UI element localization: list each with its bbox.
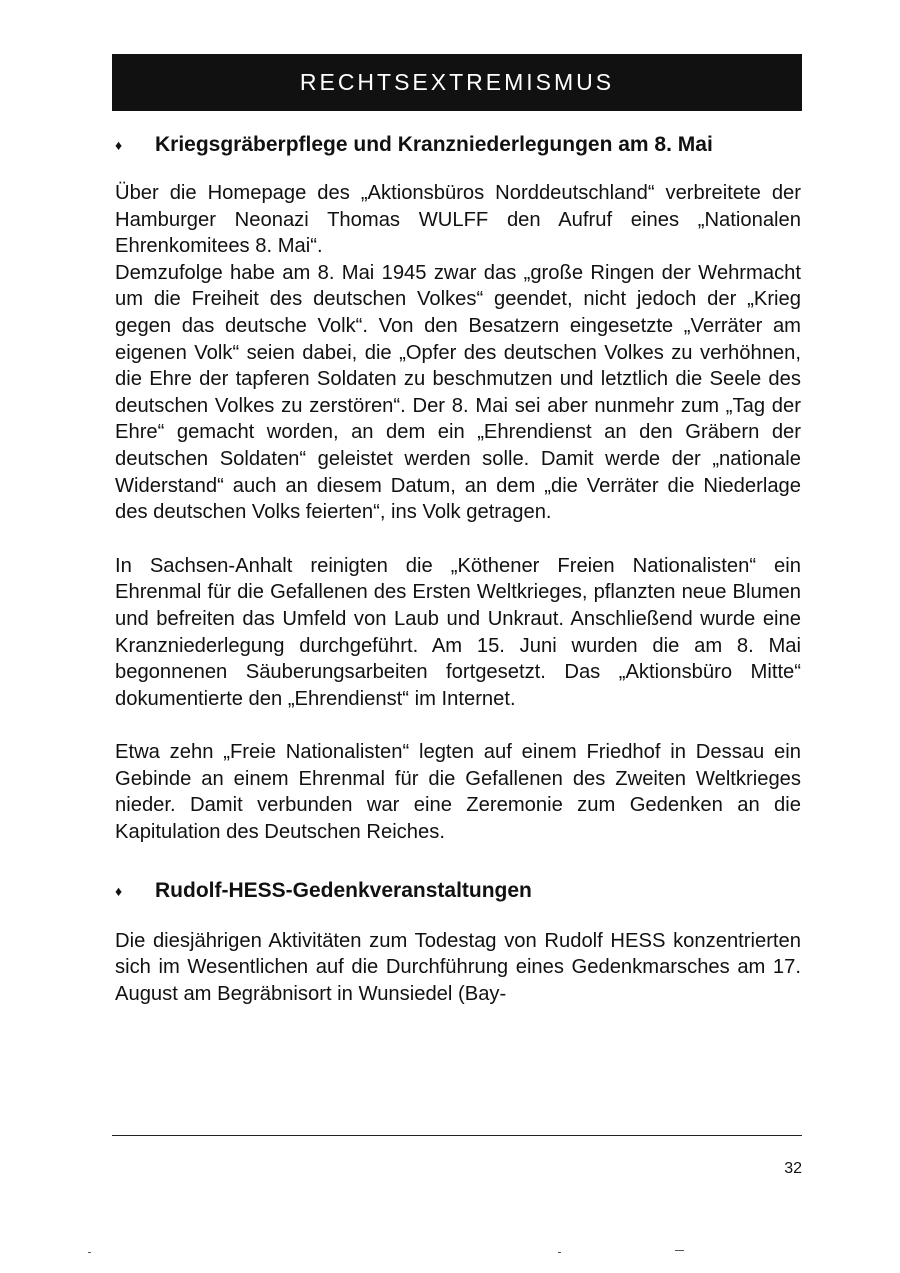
section-heading — [115, 876, 801, 906]
paragraph: Etwa zehn „Freie Nationalisten“ legten auf einem Friedhof in Dessau ein Gebinde an einem Ehrenmal für die Gefallenen des Zweiten Weltkrieges nieder. Damit verbunden war eine Zeremonie zum Gedenken an die Kapitulation des Deutschen Reiches. — [115, 741, 801, 844]
paragraph: Demzufolge habe am 8. Mai 1945 zwar das „große Ringen der Wehrmacht um die Freiheit des deutschen Volkes“ geendet, nicht jedoch der „Krieg gegen das deutsche Volk“. Von den Besatzern eingesetzte „Verräter am eigenen Volk“ seien dabei, die „Opfer des deutschen Volkes zu verhöhnen, die Ehre der tapferen Soldaten zu beschmutzen und letztlich die Seele des deutschen Volkes zu zerstören“. Der 8. Mai sei aber nunmehr zum „Tag der Ehre“ gemacht worden, an dem ein „Ehrendienst an den Gräbern der deutschen Soldaten“ geleistet werden solle. Damit werde der „nationale Widerstand“ auch an diesem Datum, an dem „die Verräter die Niederlage des deutschen Volks feierten“, ins Volk getragen. — [115, 261, 801, 524]
page-number: 32 — [784, 1160, 802, 1177]
paragraph: Die diesjährigen Aktivitäten zum Todestag von Rudolf HESS konzentrierten sich im Wesentlichen auf die Durchführung eines Gedenkmarsches am 17. August am Begräbnisort in Wunsiedel (Bay- — [115, 929, 801, 1005]
header-bar — [112, 54, 802, 111]
document-body — [115, 130, 801, 1007]
section-heading-text: Kriegsgräberpflege und Kranzniederlegungen am 8. Mai — [155, 133, 713, 156]
paragraph: Über die Homepage des „Aktionsbüros Norddeutschland“ verbreitete der Hamburger Neonazi Thomas WULFF den Aufruf eines „Nationalen Ehrenkomitees 8. Mai“. — [115, 182, 801, 258]
footer-divider — [112, 1135, 802, 1136]
scan-speck — [558, 1252, 561, 1253]
section-heading-text: Rudolf-HESS-Gedenkveranstaltungen — [155, 878, 532, 902]
scan-speck — [675, 1250, 684, 1251]
diamond-bullet-icon: ♦ — [115, 137, 123, 153]
section-heading — [115, 130, 801, 160]
diamond-bullet-icon: ♦ — [115, 882, 123, 899]
page-header-title: RECHTSEXTREMISMUS — [299, 69, 615, 95]
paragraph: In Sachsen-Anhalt reinigten die „Köthener Freien Nationalisten“ ein Ehrenmal für die Gefallenen des Ersten Weltkrieges, pflanzten neue Blumen und befreiten das Umfeld von Laub und Unkraut. Anschließend wurde eine Kranzniederlegung durchgeführt. Am 15. Juni wurden die am 8. Mai begonnenen Säuberungsarbeiten fortgesetzt. Das „Aktionsbüro Mitte“ dokumentierte den „Ehrendienst“ im Internet. — [115, 554, 801, 710]
scan-speck — [88, 1252, 91, 1253]
